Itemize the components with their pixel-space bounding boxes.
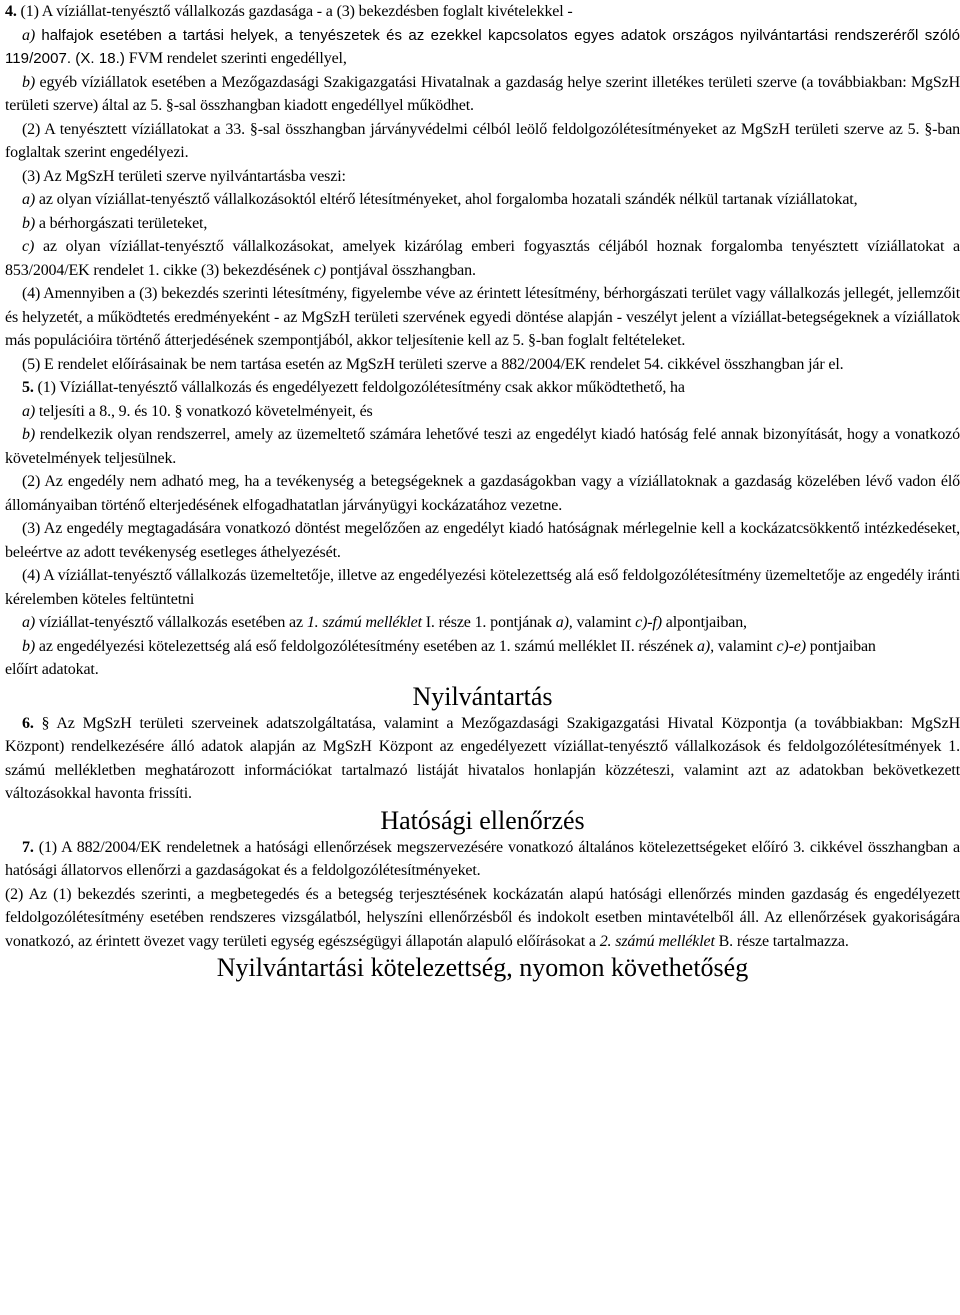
section-5-point-4b <box>5 635 960 659</box>
section-5-point-a <box>5 400 960 424</box>
section-4-paragraph-5: (5) E rendelet előírásainak be nem tartása esetén az MgSzH területi szerve a 882/2004/EK rendelet 54. cikkével összhangban jár el. <box>22 355 844 373</box>
point-label: a) <box>22 191 36 208</box>
section-number: 5. <box>22 379 34 396</box>
section-4-point-3a <box>5 188 960 212</box>
point-text-cont: FVM rendelet szerinti engedéllyel, <box>124 50 347 67</box>
section-number: 4. <box>5 3 17 20</box>
point-text: halfajok esetében a tartási helyek, a tenyészetek és az ezekkel kapcsolatos egyes adatok országos nyilvántartási rendszeréről szóló 119/2007. (X. 18.) <box>5 26 960 67</box>
section-5-point-b <box>5 423 960 470</box>
point-text: az olyan víziállat-tenyésztő vállalkozásoktól eltérő létesítményeket, ahol forgalomba hozatali szándék nélkül tartanak víziállatokat, <box>35 191 858 208</box>
point-text-3: pontjaiban <box>805 637 876 655</box>
section-4-point-3b <box>5 212 960 236</box>
point-label: b) <box>22 426 36 443</box>
heading-nyilvantartas: Nyilvántartás <box>412 681 553 711</box>
section-5-paragraph-2: (2) Az engedély nem adható meg, ha a tevékenység a betegségeknek a gazdaságokban vagy a víziállatoknak a gazdaság közelében lévő vadon élő állományaiban történő elterjedésének elfogadhatatlan járványügyi kockázatához vezetne. <box>5 473 960 514</box>
paragraph-text: (1) Víziállat-tenyésztő vállalkozás és engedélyezett feldolgozólétesítmény csak akkor működtethető, ha <box>33 379 685 396</box>
paragraph-text: (1) A 882/2004/EK rendeletnek a hatósági ellenőrzések megszervezésére vonatkozó általános kötelezettségeket előíró 3. cikkével összhangban a hatósági állatorvos ellenőrzi a gazdaságokat és a feldolgozólétesítményeket. <box>5 838 960 879</box>
point-label: a) <box>22 614 36 631</box>
point-text-end: pontjával összhangban. <box>325 261 476 279</box>
section-4-paragraph-2: (2) A tenyésztett víziállatokat a 33. §-sal összhangban járványvédelmi célból leölő feldolgozólétesítményeket az MgSzH területi szerve az 5. §-ban foglaltak szerint engedélyezi. <box>5 120 960 161</box>
point-label: a) <box>22 26 36 44</box>
point-label: a) <box>22 402 36 420</box>
subpoint-reference: a), <box>697 637 714 655</box>
section-6-paragraph <box>5 712 960 806</box>
point-reference: c) <box>313 261 326 279</box>
section-4-point-b <box>5 71 960 118</box>
point-text: rendelkezik olyan rendszerrel, amely az üzemeltető számára lehetővé teszi az engedélyt kiadó hatóság felé annak bizonyítását, hogy a vonatkozó követelmények teljesülnek. <box>5 426 960 467</box>
section-7-paragraph-1 <box>5 836 960 883</box>
paragraph-text: § Az MgSzH területi szerveinek adatszolgáltatása, valamint a Mezőgazdasági Szakigazgatási Hivatal Központja (a továbbiakban: MgSzH Központ) rendelkezésére álló adatok alapján az MgSzH Központ az engedélyezett víziállat-tenyésztő vállalkozások és feldolgozólétesítmények 1. számú mellékletben meghatározott információkat tartalmazó listáját hivatalos honlapján közzéteszi, valamint azt az adatokban bekövetkezett változásokkal havonta frissíti. <box>5 714 960 802</box>
section-4-paragraph-1 <box>5 0 960 24</box>
point-label: b) <box>22 214 36 232</box>
section-5-paragraph-3: (3) Az engedély megtagadására vonatkozó döntést megelőzően az engedélyt kiadó hatóságnak mérlegelnie kell a kockázatcsökkentő intézkedéseket, beleértve az adott tevékenység esetleges áthelyezését. <box>5 520 960 561</box>
point-text: az olyan víziállat-tenyésztő vállalkozásokat, amelyek kizárólag emberi fogyasztás céljából hoznak forgalomba tenyésztett víziállatokat a 853/2004/EK rendelet 1. cikke (3) bekezdésének <box>5 238 960 279</box>
point-text-4: alpontjaiban, <box>661 614 747 631</box>
point-label: c) <box>22 238 35 255</box>
section-number: 6. <box>22 714 34 732</box>
section-4-paragraph-3: (3) Az MgSzH területi szerve nyilvántartásba veszi: <box>22 167 346 185</box>
point-label: b) <box>22 637 36 655</box>
section-5-point-4a <box>5 611 960 635</box>
point-text-2: I. része 1. pontjának <box>421 614 556 631</box>
section-5-closing: előírt adatokat. <box>5 661 99 678</box>
point-text-3: valamint <box>572 614 636 631</box>
annex-reference: 1. számú melléklet <box>306 614 422 631</box>
point-text: egyéb víziállatok esetében a Mezőgazdasági Szakigazgatási Hivatalnak a gazdaság helye szerint illetékes területi szerve (a továbbiakban: MgSzH területi szerve) által az 5. §-sal összhangban kiadott engedéllyel működhet. <box>5 73 960 114</box>
section-5-paragraph-1 <box>5 376 960 400</box>
point-text: a bérhorgászati területeket, <box>35 214 208 232</box>
section-4-paragraph-4: (4) Amennyiben a (3) bekezdés szerinti létesítmény, figyelembe véve az érintett létesítmény, bérhorgászati terület vagy vállalkozás jellegét, jellemzőit és helyzetét, a működtetés eredményeként - az MgSzH területi szervének egyedi döntése alapján - veszélyt jelent a víziállat-betegségeknek a víziállatok más populációira történő átterjedésének szempontjából, akkor teljesítenie kell az 5. §-ban foglalt feltételeket. <box>5 285 960 349</box>
document-page <box>5 0 960 983</box>
section-7-paragraph-2 <box>5 883 960 954</box>
section-number: 7. <box>22 838 34 856</box>
subpoint-range-reference: c)-f) <box>635 614 662 631</box>
section-4-point-a <box>5 24 960 71</box>
point-text-2: valamint <box>713 637 777 655</box>
heading-hatosagi-ellenorzes: Hatósági ellenőrzés <box>380 805 585 835</box>
annex-reference: 2. számú melléklet <box>599 932 715 950</box>
subpoint-reference: a), <box>555 614 573 631</box>
subpoint-range-reference: c)-e) <box>776 637 806 655</box>
point-text: víziállat-tenyésztő vállalkozás esetében az <box>35 614 307 631</box>
paragraph-text: (2) Az (1) bekezdés szerinti, a megbetegedés és a betegség terjesztésének kockázatán alapú hatósági ellenőrzés minden gazdaság és engedélyezett feldolgozólétesítmény esetében rendszeres vizsgálatból, helyszíni ellenőrzésből és indokolt esetben mintavételből áll. Az ellenőrzések gyakoriságára vonatkozó, az érintett övezet vagy területi egység egészségügyi állapotán alapuló előírásokat a <box>5 885 960 950</box>
section-5-paragraph-4: (4) A víziállat-tenyésztő vállalkozás üzemeltetője, illetve az engedélyezési kötelezettség alá eső feldolgozólétesítmény üzemeltetője az engedély iránti kérelemben köteles feltüntetni <box>5 567 960 608</box>
point-text: teljesíti a 8., 9. és 10. § vonatkozó követelményeit, és <box>35 402 373 420</box>
section-4-point-3c <box>5 235 960 282</box>
paragraph-text: (1) A víziállat-tenyésztő vállalkozás gazdasága - a (3) bekezdésben foglalt kivételekkel - <box>16 3 573 20</box>
heading-nyilvantartasi-kotelezettseg: Nyilvántartási kötelezettség, nyomon követhetőség <box>216 953 749 982</box>
point-label: b) <box>22 73 36 91</box>
point-text: az engedélyezési kötelezettség alá eső feldolgozólétesítmény esetében az 1. számú melléklet II. részének <box>35 637 698 655</box>
paragraph-text-end: B. része tartalmazza. <box>714 932 849 950</box>
